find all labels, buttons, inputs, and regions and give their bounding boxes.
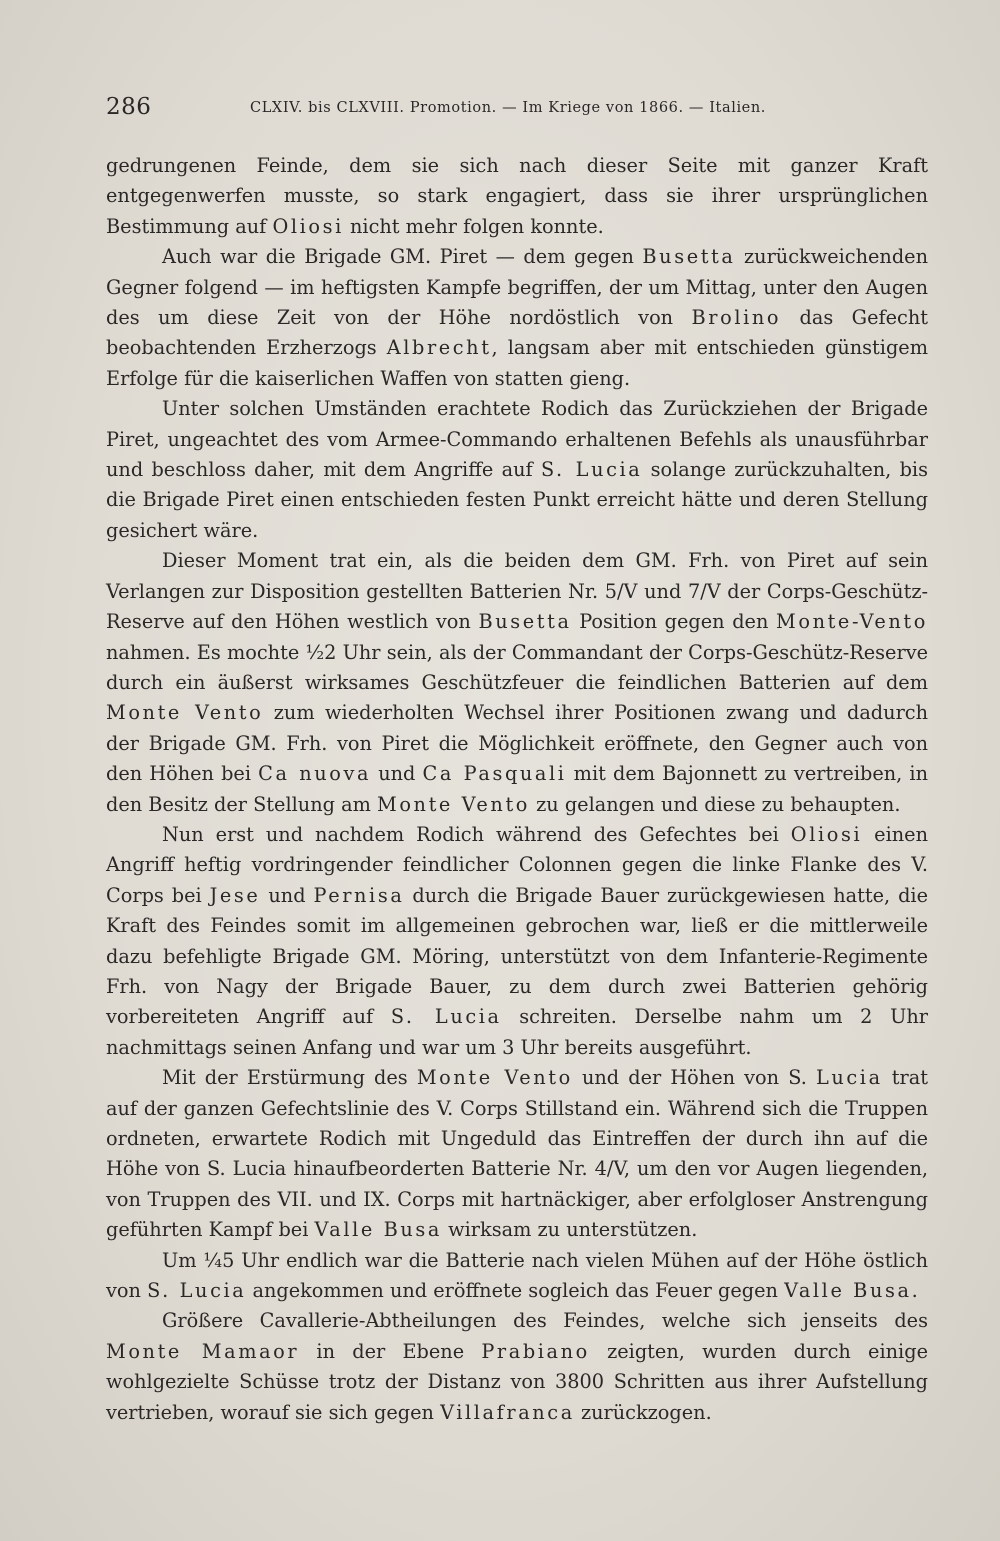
paragraph: Dieser Moment trat ein, als die beiden dem GM. Frh. von Piret auf sein Verlangen zur Disposition gestellten Batterien Nr. 5/V und 7/V der Corps-Geschütz-Reserve auf den Höhen westlich von Busetta Position gegen den Monte-Vento nahmen. Es mochte ½2 Uhr sein, als der Commandant der Corps-Geschütz-Reserve durch ein äußerst wirksames Geschützfeuer die feindlichen Batterien auf dem Monte Vento zum wiederholten Wechsel ihrer Positionen zwang und dadurch der Brigade GM. Frh. von Piret die Möglichkeit eröffnete, den Gegner auch von den Höhen bei Ca nuova und Ca Pasquali mit dem Bajonnett zu vertreiben, in den Besitz der Stellung am Monte Vento zu gelangen und diese zu behaupten. — [106, 549, 929, 816]
spaced-name: Ca nuova — [258, 762, 372, 786]
spaced-name: Busetta — [642, 245, 736, 269]
spaced-name: S. Lucia — [540, 458, 643, 482]
paragraph: Mit der Erstürmung des Monte Vento und der Höhen von S. Lucia trat auf der ganzen Gefechtslinie des V. Corps Stillstand ein. Während sich die Truppen ordneten, erwartete Rodich mit Ungeduld das Eintreffen der durch ihn auf die Höhe von S. Lucia hinaufbeorderten Batterie Nr. 4/V, um den vor Augen liegenden, von Truppen des VII. und IX. Corps mit hartnäckiger, aber erfolgloser Anstrengung geführten Kampf bei Valle Busa wirksam zu unterstützen. — [106, 1066, 929, 1242]
spaced-name: S. Lucia — [147, 1279, 247, 1303]
paragraph: Unter solchen Umständen erachtete Rodich das Zurückziehen der Brigade Piret, ungeachtet des vom Armee-Commando erhaltenen Befehls als unausführbar und beschloss daher, mit dem Angriffe auf S. Lucia solange zurückzuhalten, bis die Brigade Piret einen entschieden festen Punkt erreicht hätte und deren Stellung gesichert wäre. — [106, 397, 928, 542]
spaced-name: Busetta — [478, 610, 572, 634]
spaced-name: Albrecht — [386, 336, 492, 360]
paragraph: Nun erst und nachdem Rodich während des Gefechtes bei Oliosi einen Angriff heftig vordringender feindlicher Colonnen gegen die linke Flanke des V. Corps bei Jese und Pernisa durch die Brigade Bauer zurückgewiesen hatte, die Kraft des Feindes somit im allgemeinen gebrochen war, ließ er die mittlerweile dazu befehligte Brigade GM. Möring, unterstützt von dem Infanterie-Regimente Frh. von Nagy der Brigade Bauer, zu dem durch zwei Batterien gehörig vorbereiteten Angriff auf S. Lucia schreiten. Derselbe nahm um 2 Uhr nachmittags seinen Anfang und war um 3 Uhr bereits ausgeführt. — [106, 822, 929, 1059]
spaced-name: Monte Vento — [377, 792, 530, 816]
spaced-name: Valle Busa — [784, 1279, 912, 1303]
spaced-name: Monte-Vento — [776, 610, 928, 634]
spaced-name: Oliosi — [272, 214, 344, 238]
paragraph: gedrungenen Feinde, dem sie sich nach dieser Seite mit ganzer Kraft entgegenwerfen musste, so stark engagiert, dass sie ihrer ursprünglichen Bestimmung auf Oliosi nicht mehr folgen konnte. — [106, 154, 928, 238]
spaced-name: Villafranca — [440, 1400, 575, 1424]
body-text — [106, 151, 928, 1428]
spaced-name: Pernisa — [313, 883, 405, 907]
spaced-name: Monte Mamaor — [106, 1339, 300, 1363]
page-number: 286 — [106, 94, 152, 120]
spaced-name: Monte Vento — [416, 1066, 573, 1090]
running-title: CLXIV. bis CLXVIII. Promotion. — Im Kriege von 1866. — Italien. — [250, 100, 767, 116]
spaced-name: S. Lucia — [390, 1005, 502, 1029]
paragraph: Um ¼5 Uhr endlich war die Batterie nach vielen Mühen auf der Höhe östlich von S. Lucia angekommen und eröffnete sogleich das Feuer gegen Valle Busa. — [106, 1248, 928, 1303]
paragraph: Auch war die Brigade GM. Piret — dem gegen Busetta zurückweichenden Gegner folgend — im heftigsten Kampfe begriffen, der um Mittag, unter den Augen des um diese Zeit von der Höhe nordöstlich von Brolino das Gefecht beobachtenden Erzherzogs Albrecht, langsam aber mit entschieden günstigem Erfolge für die kaiserlichen Waffen von statten gieng. — [106, 245, 928, 390]
spaced-name: Prabiano — [481, 1339, 590, 1363]
spaced-name: Ca Pasquali — [422, 762, 567, 786]
paragraph: Größere Cavallerie-Abtheilungen des Feindes, welche sich jenseits des Monte Mamaor in der Ebene Prabiano zeigten, wurden durch einige wohlgezielte Schüsse trotz der Distanz von 3800 Schritten aus ihrer Aufstellung vertrieben, worauf sie sich gegen Villafranca zurückzogen. — [106, 1309, 928, 1424]
spaced-name: Oliosi — [790, 822, 863, 846]
page-header — [106, 92, 926, 122]
spaced-name: Valle Busa — [314, 1218, 442, 1242]
spaced-name: Lucia — [815, 1066, 883, 1090]
spaced-name: Brolino — [691, 306, 782, 330]
spaced-name: Monte Vento — [106, 701, 264, 725]
spaced-name: Jese — [209, 883, 261, 907]
